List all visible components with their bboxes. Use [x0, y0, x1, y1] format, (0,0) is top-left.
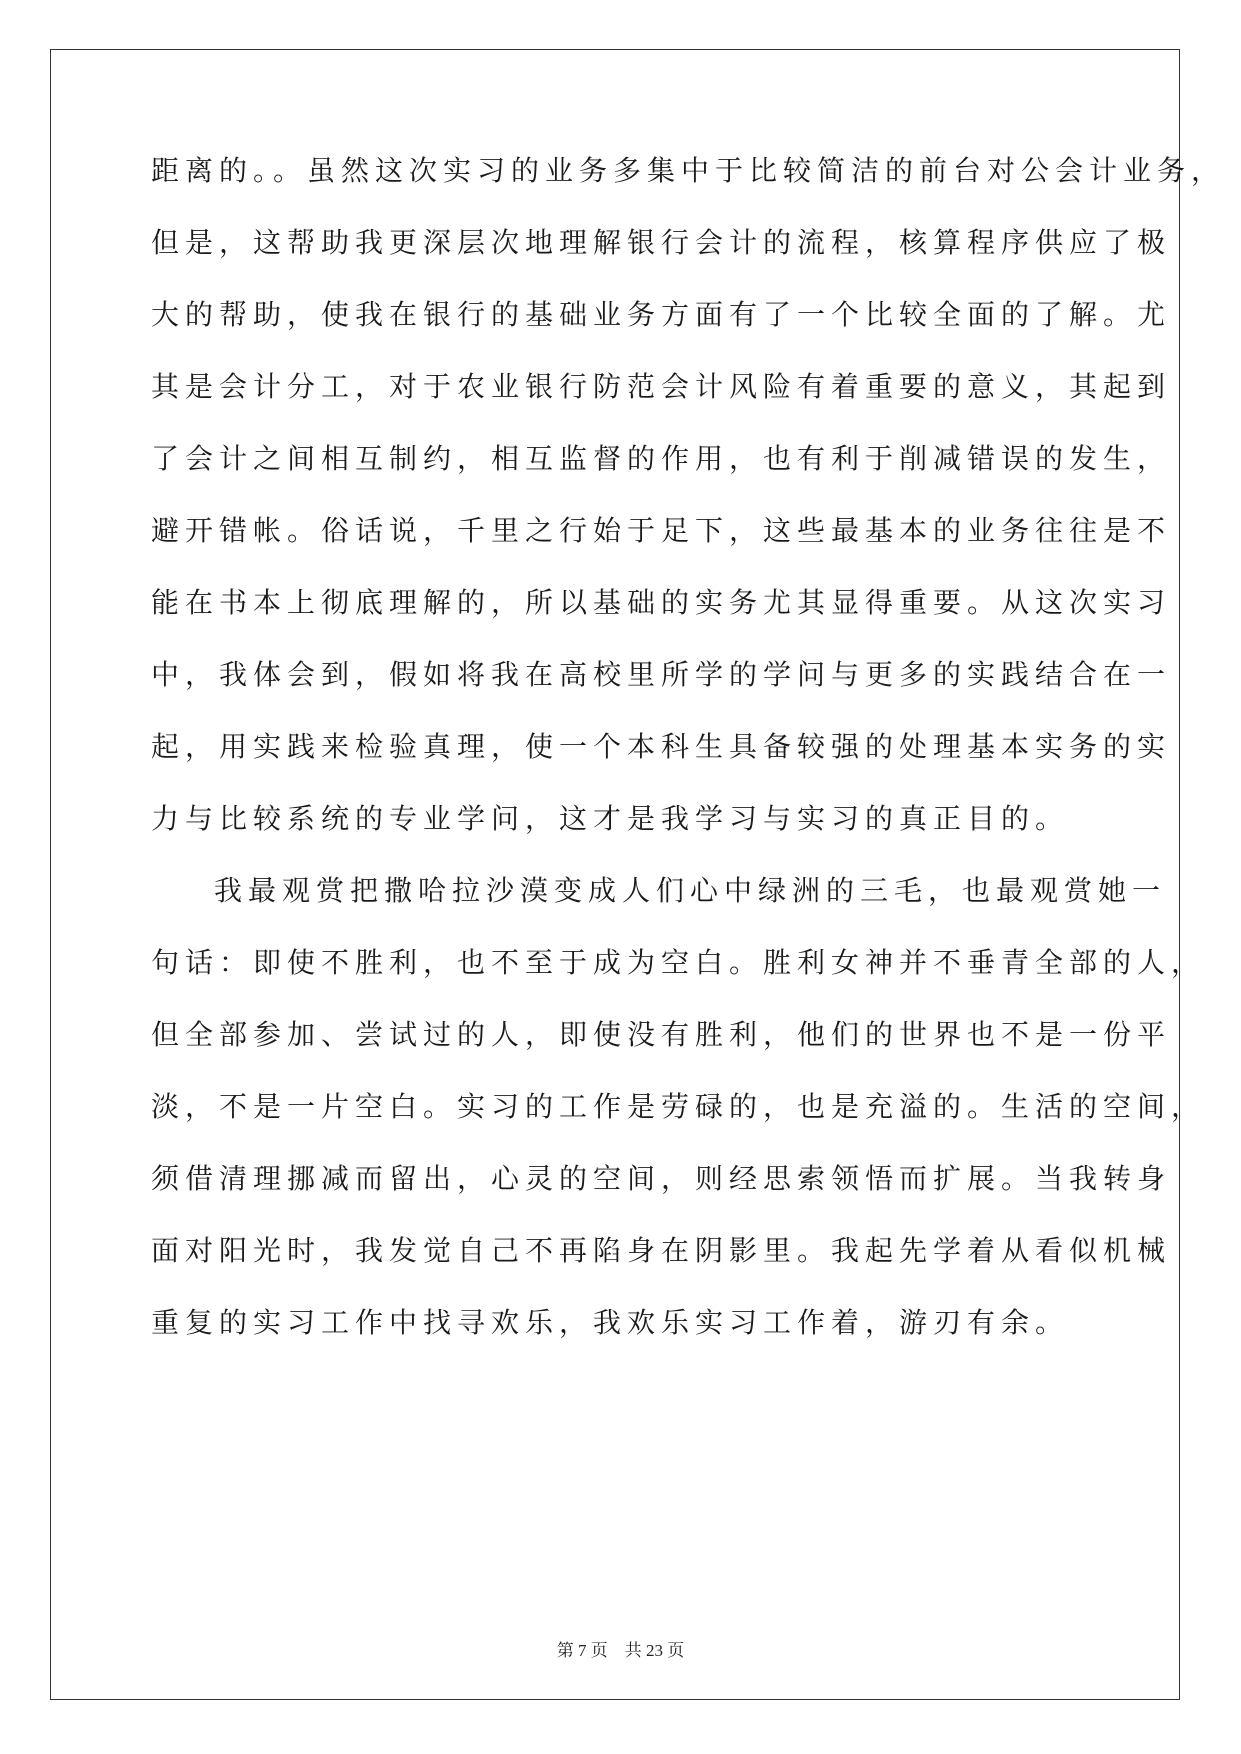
- body-text-line: 中，我体会到，假如将我在高校里所学的学问与更多的实践结合在一: [151, 658, 1172, 691]
- body-text-line: 淡，不是一片空白。实习的工作是劳碌的，也是充溢的。生活的空间，: [151, 1090, 1206, 1123]
- body-text-line: 句话：即使不胜利，也不至于成为空白。胜利女神并不垂青全部的人，: [151, 946, 1206, 979]
- body-text-line: 但是，这帮助我更深层次地理解银行会计的流程，核算程序供应了极: [151, 226, 1172, 259]
- body-text-line: 须借清理挪减而留出，心灵的空间，则经思索领悟而扩展。当我转身: [151, 1162, 1172, 1195]
- body-text-line: 避开错帐。俗话说，千里之行始于足下，这些最基本的业务往往是不: [151, 514, 1172, 547]
- body-text-line: 力与比较系统的专业学问，这才是我学习与实习的真正目的。: [151, 802, 1070, 835]
- body-text-line: 大的帮助，使我在银行的基础业务方面有了一个比较全面的了解。尤: [151, 298, 1172, 331]
- body-text-line: 距离的。。虽然这次实习的业务多集中于比较简洁的前台对公会计业务，: [151, 154, 1226, 187]
- body-text-line: 能在书本上彻底理解的，所以基础的实务尤其显得重要。从这次实习: [151, 586, 1172, 619]
- body-text-line: 重复的实习工作中找寻欢乐，我欢乐实习工作着，游刃有余。: [151, 1306, 1070, 1339]
- body-text-line: 但全部参加、尝试过的人，即使没有胜利，他们的世界也不是一份平: [151, 1018, 1172, 1051]
- body-text-line: 起，用实践来检验真理，使一个本科生具备较强的处理基本实务的实: [151, 730, 1172, 763]
- body-text-line: 了会计之间相互制约，相互监督的作用，也有利于削减错误的发生，: [151, 442, 1172, 475]
- paragraph-first-line: 我最观赏把撒哈拉沙漠变成人们心中绿洲的三毛，也最观赏她一: [214, 874, 1167, 907]
- page-number-footer: 第 7 页 共 23 页: [556, 1641, 685, 1660]
- body-text-line: 面对阳光时，我发觉自己不再陷身在阴影里。我起先学着从看似机械: [151, 1234, 1172, 1267]
- body-text-line: 其是会计分工，对于农业银行防范会计风险有着重要的意义，其起到: [151, 370, 1172, 403]
